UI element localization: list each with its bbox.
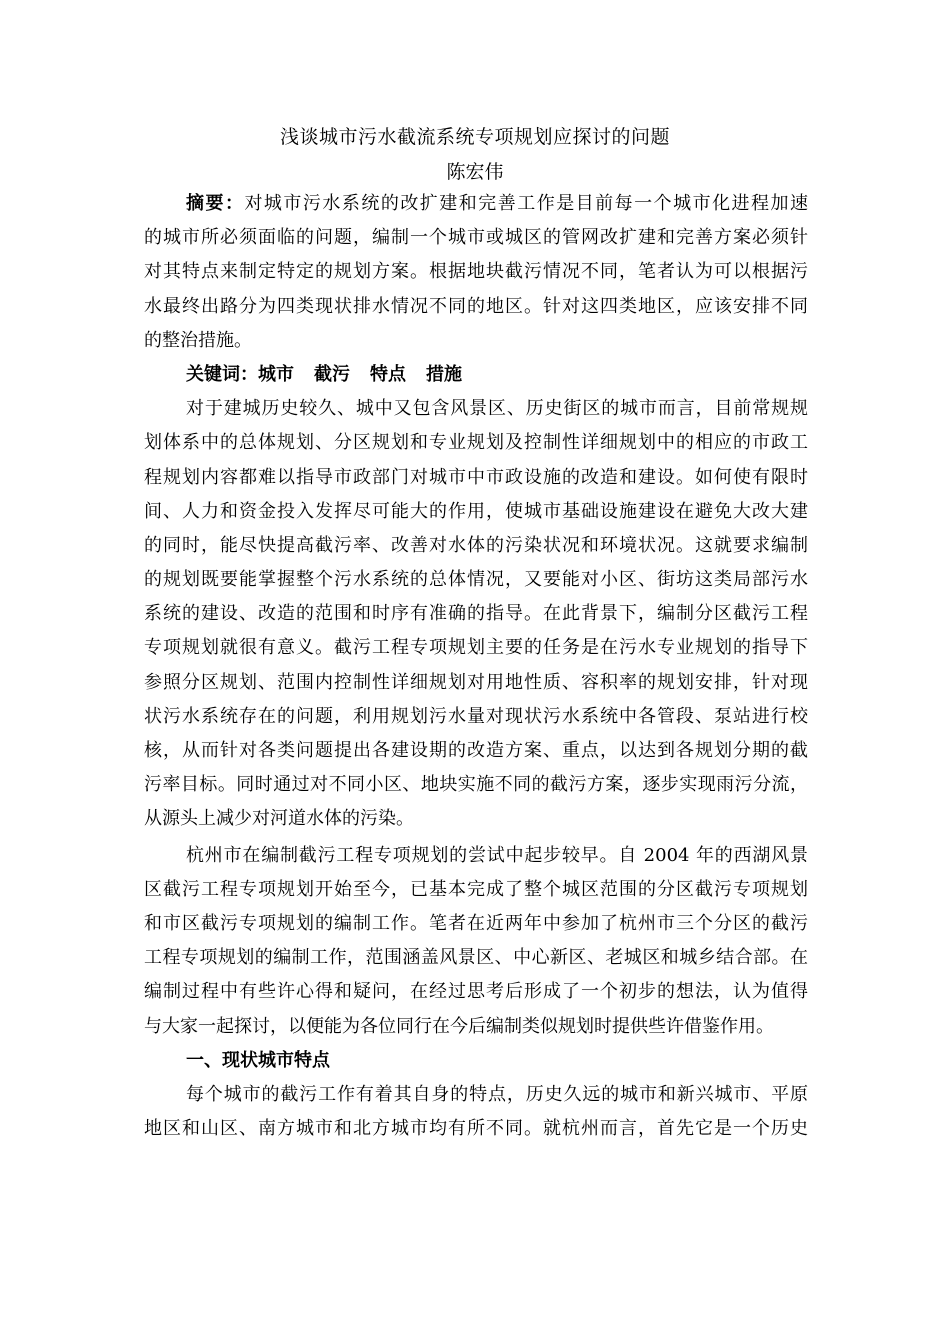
abstract-line: 水最终出路分为四类现状排水情况不同的地区。针对这四类地区，应该安排不同 <box>144 295 808 317</box>
section-heading: 一、现状城市特点 <box>186 1049 330 1071</box>
paragraph-line: 从源头上减少对河道水体的污染。 <box>144 808 414 830</box>
paragraph-line: 每个城市的截污工作有着其自身的特点，历史久远的城市和新兴城市、平原 <box>186 1083 808 1105</box>
paragraph-line: 工程专项规划的编制工作，范围涵盖风景区、中心新区、老城区和城乡结合部。在 <box>144 947 808 969</box>
paragraph-line: 的规划既要能掌握整个污水系统的总体情况，又要能对小区、街坊这类局部污水 <box>144 569 808 591</box>
document-body <box>144 187 808 1146</box>
keyword: 城市 <box>258 363 294 385</box>
paragraph-line: 和市区截污专项规划的编制工作。笔者在近两年中参加了杭州市三个分区的截污 <box>144 912 808 934</box>
abstract-line <box>144 187 808 221</box>
paragraph-line: 杭州市在编制截污工程专项规划的尝试中起步较早。自 2004 年的西湖风景 <box>186 844 808 866</box>
keywords-line <box>144 358 808 392</box>
paragraph-line: 程规划内容都难以指导市政部门对城市中市政设施的改造和建设。如何使有限时 <box>144 466 808 488</box>
abstract-label: 摘要： <box>186 193 245 214</box>
paragraph-line: 间、人力和资金投入发挥尽可能大的作用，使城市基础设施建设在避免大改大建 <box>144 500 808 522</box>
paragraph-line: 编制过程中有些许心得和疑问，在经过思考后形成了一个初步的想法，认为值得 <box>144 981 808 1003</box>
paragraph-line: 的同时，能尽快提高截污率、改善对水体的污染状况和环境状况。这就要求编制 <box>144 534 808 556</box>
paragraph-line: 专项规划就很有意义。截污工程专项规划主要的任务是在污水专业规划的指导下 <box>144 637 808 659</box>
abstract-line: 的整治措施。 <box>144 329 252 351</box>
paragraph-line: 与大家一起探讨，以便能为各位同行在今后编制类似规划时提供些许借鉴作用。 <box>144 1015 774 1037</box>
paragraph-line: 对于建城历史较久、城中又包含风景区、历史街区的城市而言，目前常规规 <box>186 398 808 420</box>
abstract-line: 的城市所必须面临的问题，编制一个城市或城区的管网改扩建和完善方案必须针 <box>144 227 808 249</box>
paragraph-line: 划体系中的总体规划、分区规划和专业规划及控制性详细规划中的相应的市政工 <box>144 432 808 454</box>
paragraph-line: 参照分区规划、范围内控制性详细规划对用地性质、容积率的规划安排，针对现 <box>144 671 808 693</box>
paragraph-line: 状污水系统存在的问题，利用规划污水量对现状污水系统中各管段、泵站进行校 <box>144 705 808 727</box>
abstract-line: 对其特点来制定特定的规划方案。根据地块截污情况不同，笔者认为可以根据污 <box>144 261 808 283</box>
paragraph-line: 系统的建设、改造的范围和时序有准确的指导。在此背景下，编制分区截污工程 <box>144 603 808 625</box>
paragraph-line: 地区和山区、南方城市和北方城市均有所不同。就杭州而言，首先它是一个历史 <box>144 1118 808 1140</box>
abstract-text: 对城市污水系统的改扩建和完善工作是目前每一个城市化进程加速 <box>244 193 808 214</box>
paragraph-line: 区截污工程专项规划开始至今，已基本完成了整个城区范围的分区截污专项规划 <box>144 878 808 900</box>
keyword: 措施 <box>426 363 462 385</box>
document-author: 陈宏伟 <box>446 161 504 183</box>
keyword: 截污 <box>314 363 350 385</box>
keyword: 特点 <box>370 363 406 385</box>
keywords-label: 关键词： <box>186 363 258 385</box>
paragraph-line: 污率目标。同时通过对不同小区、地块实施不同的截污方案，逐步实现雨污分流， <box>144 774 808 796</box>
paragraph-line: 核，从而针对各类问题提出各建设期的改造方案、重点，以达到各规划分期的截 <box>144 740 808 761</box>
document-title: 浅谈城市污水截流系统专项规划应探讨的问题 <box>279 126 670 148</box>
